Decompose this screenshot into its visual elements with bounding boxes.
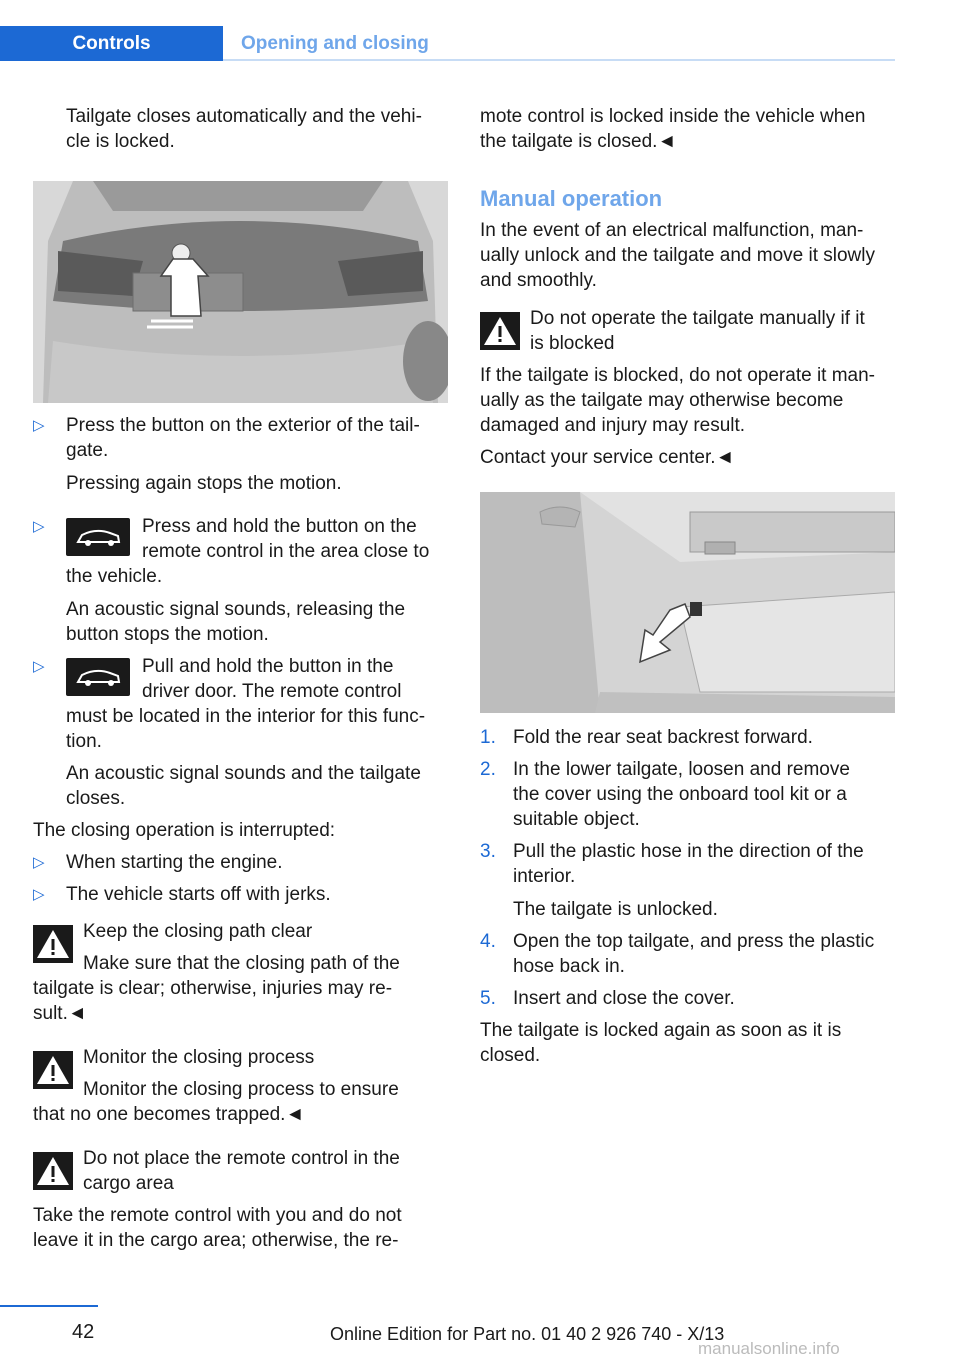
warning-4-line-3: damaged and injury may result. [480,415,746,436]
step-number: 5. [480,988,496,1009]
manual-line-1: In the event of an electrical malfunction, man- [480,220,864,241]
step-number: 2. [480,759,496,780]
footer-rule [0,1305,98,1307]
step-number: 3. [480,841,496,862]
step-number: 4. [480,931,496,952]
tab-controls[interactable] [0,26,223,61]
step-4-line-1: Open the top tailgate, and press the plastic [513,931,875,952]
bullet-3-line-3: must be located in the interior for this func- [66,706,426,727]
step-3-line-1: Pull the plastic hose in the direction of the [513,841,864,862]
bullet-triangle-icon: ▷ [33,658,45,675]
bullet-1-line-2: gate. [66,440,109,461]
warning-triangle-icon [33,1152,73,1190]
bullet-3-sub-2: closes. [66,788,126,809]
bullet-triangle-icon: ▷ [33,854,45,871]
warning-1-title: Keep the closing path clear [83,921,313,942]
warning-4-title-1: Do not operate the tailgate manually if it [530,308,865,329]
warning-3-title-2: cargo area [83,1173,174,1194]
final-line-2: closed. [480,1045,541,1066]
step-1-line-1: Fold the rear seat backrest forward. [513,727,813,748]
step-2-line-3: suitable object. [513,809,640,830]
bullet-2-line-2: remote control in the area close to [142,541,430,562]
bullet-2-line-3: the vehicle. [66,566,163,587]
warning-3-line-1: Take the remote control with you and do not [33,1205,402,1226]
bullet-3-line-2: driver door. The remote control [142,681,402,702]
warning-1-line-1: Make sure that the closing path of the [83,953,400,974]
cargo-area-photo [480,492,895,713]
continued-line-1: mote control is locked inside the vehicle when [480,106,866,127]
warning-triangle-icon [480,312,520,350]
step-2-line-2: the cover using the onboard tool kit or a [513,784,847,805]
section-heading-manual-operation: Manual operation [480,186,663,211]
bullet-triangle-icon: ▷ [33,518,45,535]
step-5-line-1: Insert and close the cover. [513,988,735,1009]
tab-divider [223,59,895,61]
manual-line-3: and smoothly. [480,270,597,291]
step-3-line-2: interior. [513,866,576,887]
warning-3-line-2: leave it in the cargo area; otherwise, the re- [33,1230,399,1251]
page-number: 42 [72,1321,95,1343]
warning-4-title-2: is blocked [530,333,615,354]
step-4-line-2: hose back in. [513,956,625,977]
continued-line-2: the tailgate is closed.◄ [480,131,677,152]
bullet-3-line-4: tion. [66,731,102,752]
warning-triangle-icon [33,1051,73,1089]
bullet-3-line-1: Pull and hold the button in the [142,656,394,677]
bullet-2-sub-1: An acoustic signal sounds, releasing the [66,599,406,620]
warning-4-line-2: ually as the tailgate may otherwise become [480,390,844,411]
contact-service-text: Contact your service center.◄ [480,447,735,468]
warning-4-line-1: If the tailgate is blocked, do not operate it man- [480,365,876,386]
chapter-tabs [0,26,895,62]
bullet-2-line-1: Press and hold the button on the [142,516,417,537]
edition-text: Online Edition for Part no. 01 40 2 926 740 - X/13 [330,1324,725,1344]
warning-2-line-1: Monitor the closing process to ensure [83,1079,399,1100]
step-2-line-1: In the lower tailgate, loosen and remove [513,759,850,780]
car-key-button-icon [66,518,130,556]
tailgate-photo [33,181,448,403]
bullet-triangle-icon: ▷ [33,417,45,434]
manual-line-2: ually unlock and the tailgate and move it slowly [480,245,876,266]
final-line-1: The tailgate is locked again as soon as it is [480,1020,842,1041]
warning-1-line-2: tailgate is clear; otherwise, injuries may re- [33,978,393,999]
warning-1-line-3: sult.◄ [33,1003,87,1024]
bullet-1-sub: Pressing again stops the motion. [66,473,342,494]
step-3-sub: The tailgate is unlocked. [513,899,718,920]
interrupted-text: The closing operation is interrupted: [33,820,336,841]
intro-text: Tailgate closes automatically and the vehi- cle is locked. [66,106,422,152]
warning-triangle-icon [33,925,73,963]
watermark: manualsonline.info [698,1339,840,1358]
bullet-3-sub-1: An acoustic signal sounds and the tailgate [66,763,421,784]
car-key-button-icon [66,658,130,696]
interrupt-item-2: The vehicle starts off with jerks. [66,884,331,905]
tab-controls-label: Controls [72,33,151,54]
warning-2-title: Monitor the closing process [83,1047,315,1068]
bullet-2-sub-2: button stops the motion. [66,624,269,645]
tab-opening-and-closing[interactable] [241,26,429,61]
warning-3-title-1: Do not place the remote control in the [83,1148,400,1169]
warning-2-line-2: that no one becomes trapped.◄ [33,1104,305,1125]
bullet-1-line-1: Press the button on the exterior of the tail- [66,415,420,436]
step-number: 1. [480,727,496,748]
bullet-triangle-icon: ▷ [33,886,45,903]
interrupt-item-1: When starting the engine. [66,852,283,873]
tab-opening-label: Opening and closing [241,33,429,54]
